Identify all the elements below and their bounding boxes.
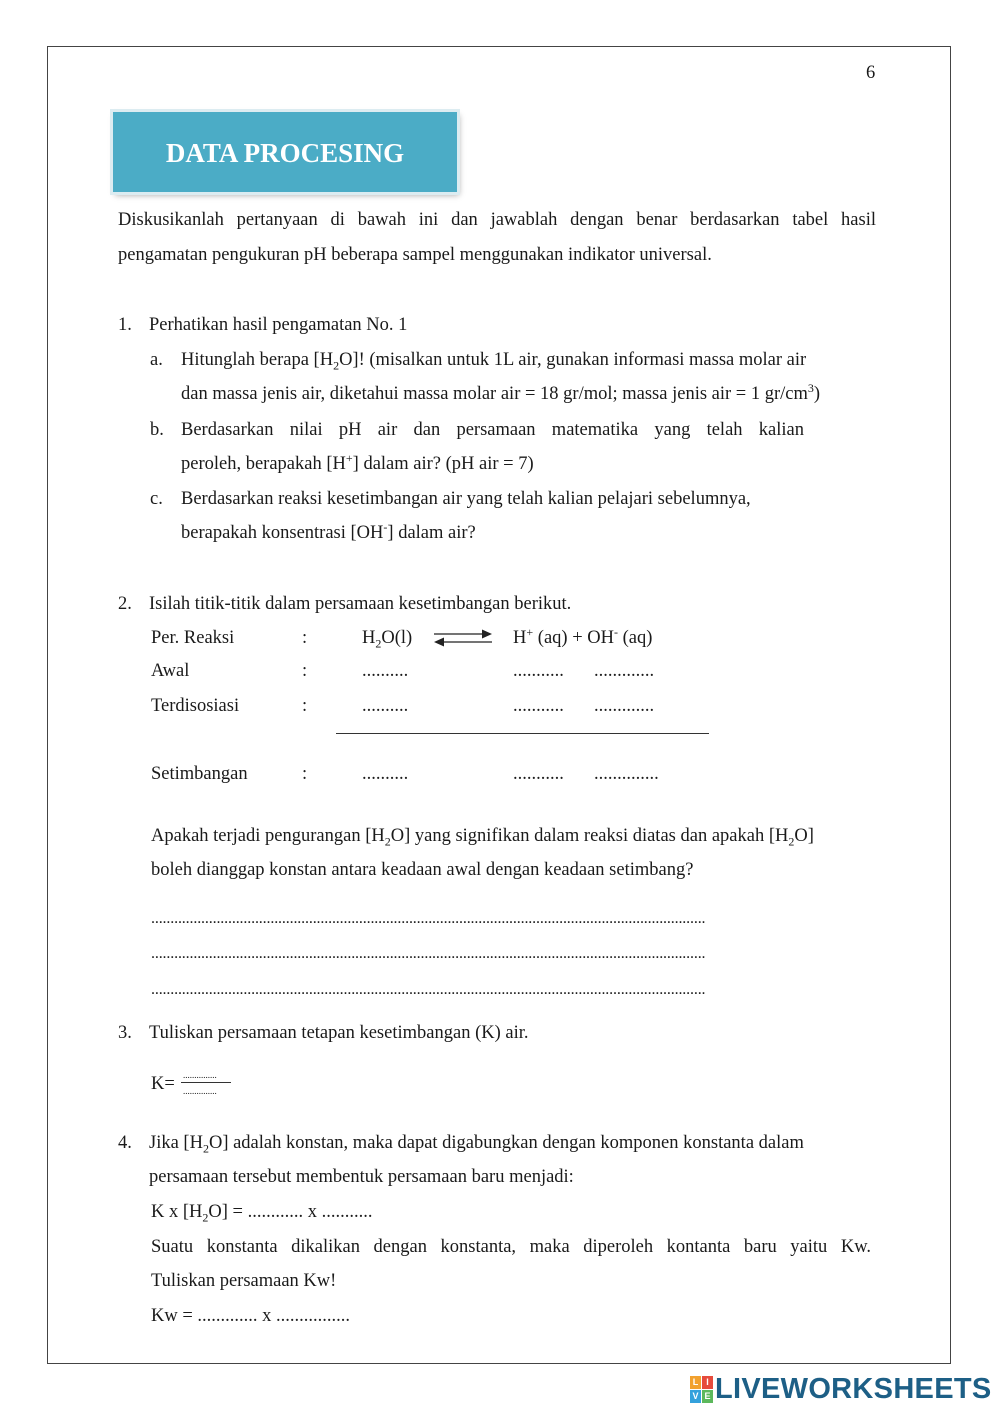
q3-title: Tuliskan persamaan tetapan kesetimbangan (K) air.	[149, 1023, 529, 1043]
q1b-line-1: Berdasarkan nilai pH air dan persamaan matematika yang telah kalian	[181, 420, 804, 440]
page-number: 6	[866, 63, 876, 83]
q2-title: Isilah titik-titik dalam persamaan kesetimbangan berikut.	[149, 594, 572, 614]
q1-title: Perhatikan hasil pengamatan No. 1	[149, 315, 408, 335]
q1b-line-2: peroleh, berapakah [H+] dalam air? (pH air = 7)	[181, 450, 534, 474]
k-fraction	[181, 1070, 231, 1104]
q1-number: 1.	[118, 315, 132, 335]
q4-line-5: Tuliskan persamaan Kw!	[151, 1271, 337, 1291]
q2-question-line-1: Apakah terjadi pengurangan $[H_2O]$ yang signifikan dalam reaksi diatas dan apakah $[H_2O]$	[151, 826, 814, 849]
q4-number: 4.	[118, 1133, 132, 1153]
setimbangan-blank-h[interactable]: ...........	[513, 764, 564, 784]
k-denominator-blank[interactable]: ...............	[183, 1086, 217, 1096]
colon: :	[302, 696, 308, 716]
equilibrium-arrow-icon	[432, 626, 494, 648]
liveworksheets-logo-icon: L I V E	[690, 1376, 712, 1402]
intro-line-2: pengamatan pengukuran pH beberapa sampel menggunakan indikator universal.	[118, 245, 712, 265]
colon: :	[302, 661, 308, 681]
k-label: K=	[151, 1074, 175, 1094]
fraction-bar	[181, 1082, 231, 1083]
intro-line-1: Diskusikanlah pertanyaan di bawah ini dan jawablah dengan benar berdasarkan tabel hasil	[118, 210, 876, 230]
setimbangan-blank-h2o[interactable]: ..........	[362, 764, 409, 784]
colon: :	[302, 764, 308, 784]
setimbangan-label: Setimbangan	[151, 764, 248, 784]
q1c-line-1: Berdasarkan reaksi kesetimbangan air yang telah kalian pelajari sebelumnya,	[181, 489, 751, 509]
liveworksheets-wordmark: LIVEWORKSHEETS	[715, 1372, 992, 1405]
section-header-title: DATA PROCESING	[165, 138, 405, 168]
products: H+ (aq) + OH- (aq)	[513, 624, 653, 648]
terdisosiasi-label: Terdisosiasi	[151, 696, 240, 716]
colon: :	[302, 628, 308, 648]
section-header	[113, 112, 457, 192]
q1a-label: a.	[150, 350, 163, 370]
q1c-label: c.	[150, 489, 163, 509]
answer-line[interactable]: ................................................................................................................................................	[151, 981, 706, 998]
setimbangan-blank-oh[interactable]: ..............	[594, 764, 659, 784]
terdisosiasi-blank-oh[interactable]: .............	[594, 696, 655, 716]
awal-blank-h2o[interactable]: ..........	[362, 661, 409, 681]
answer-line[interactable]: ................................................................................................................................................	[151, 910, 706, 927]
sum-divider	[336, 733, 709, 734]
awal-blank-h[interactable]: ...........	[513, 661, 564, 681]
awal-blank-oh[interactable]: .............	[594, 661, 655, 681]
q4-line-4: Suatu konstanta dikalikan dengan konstanta, maka diperoleh kontanta baru yaitu Kw.	[151, 1237, 871, 1257]
q3-number: 3.	[118, 1023, 132, 1043]
q2-question-line-2: boleh dianggap konstan antara keadaan awal dengan keadaan setimbang?	[151, 860, 694, 880]
q1b-label: b.	[150, 420, 164, 440]
k-numerator-blank[interactable]: ...............	[183, 1070, 217, 1080]
q1c-line-2: berapakah konsentrasi [OH-] dalam air?	[181, 519, 476, 543]
reactant-h2o: $H_2O(l)$	[362, 628, 413, 651]
liveworksheets-brand[interactable]	[690, 1372, 992, 1406]
q1a-line-2: dan massa jenis air, diketahui massa molar air = 18 gr/mol; massa jenis air = 1 $gr/cm^3$)	[181, 380, 821, 404]
q4-line-1: Jika $[H_2O]$ adalah konstan, maka dapat digabungkan dengan komponen konstanta dalam	[149, 1133, 804, 1156]
q4-equation-kw[interactable]: Kw = ............. x ................	[151, 1306, 351, 1326]
q4-equation-k[interactable]: K x $[H_2O]$ = ............ x ...........	[151, 1202, 373, 1225]
answer-line[interactable]: ................................................................................................................................................	[151, 945, 706, 962]
q4-line-2: persamaan tersebut membentuk persamaan baru menjadi:	[149, 1167, 574, 1187]
terdisosiasi-blank-h2o[interactable]: ..........	[362, 696, 409, 716]
reaction-label: Per. Reaksi	[151, 628, 235, 648]
q2-number: 2.	[118, 594, 132, 614]
q1a-line-1: Hitunglah berapa $[H_2O]$! (misalkan untuk 1L air, gunakan informasi massa molar air	[181, 350, 807, 373]
awal-label: Awal	[151, 661, 190, 681]
terdisosiasi-blank-h[interactable]: ...........	[513, 696, 564, 716]
